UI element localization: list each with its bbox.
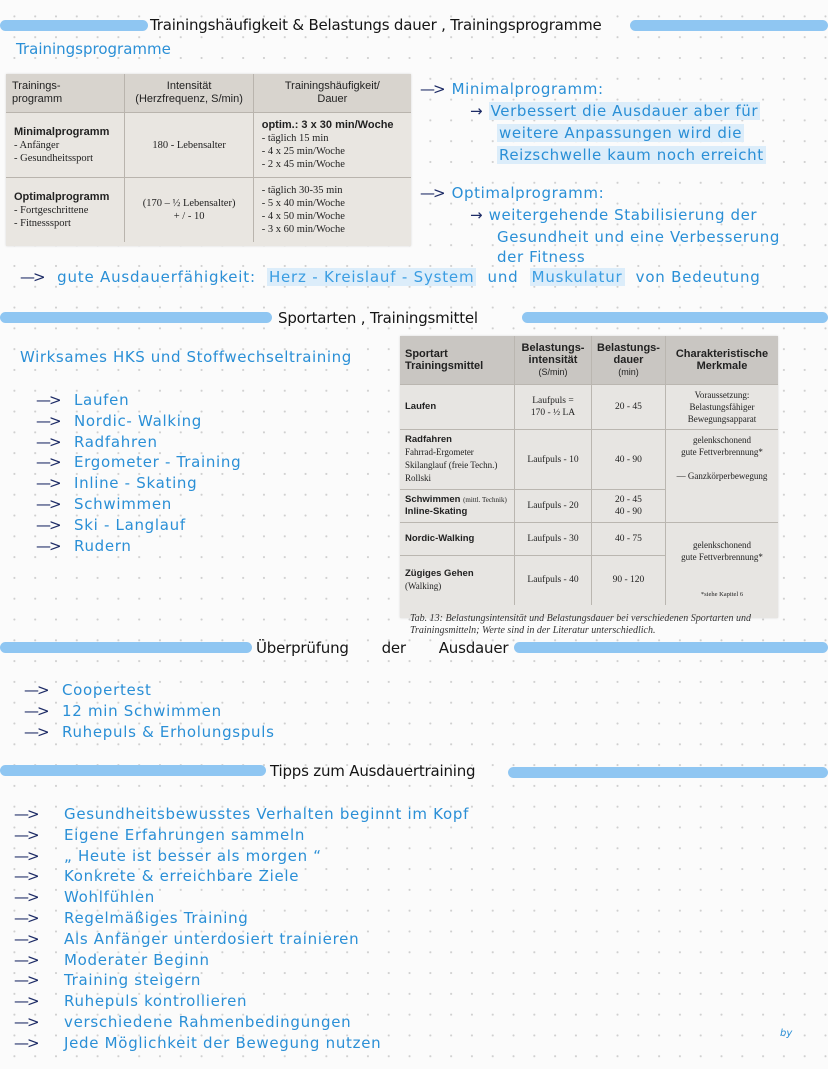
section-title-sports: Sportarten , Trainingsmittel [278,309,478,327]
arrow-icon: —> [14,929,38,948]
list-item: —> Ski - Langlauf [36,515,186,534]
list-item: —> Schwimmen [36,494,172,513]
arrow-icon: —> [14,805,38,823]
table-header-cell: Trainings- programm [6,74,125,113]
sports-list [36,390,241,556]
arrow-icon: → [470,206,481,224]
arrow-icon: —> [14,950,38,969]
arrow-icon: —> [14,971,38,990]
list-item: —> Ruhepuls & Erholungspuls [24,722,275,741]
table-row: Radfahren Fahrrad-Ergometer Skilanglauf (freie Techn.) Rollski Laufpuls - 10 40 - 90 gelenkschonend gute Fettverbrennung* — Ganzkörperbewegung [400,430,778,490]
header-bar-right [514,642,828,653]
table-header-cell: Belastungs- intensität (S/min) [515,336,592,385]
minimal-text-line: → Verbessert die Ausdauer aber für [470,102,759,120]
section-title-check: Überprüfung der Ausdauer [256,639,509,657]
subtitle-training-programs: Trainingsprogramme [16,40,171,58]
table-header-cell: Belastungs- dauer (min) [592,336,666,385]
dauer-line: - 5 x 40 min/Woche [261,198,345,209]
arrow-icon: → [470,102,481,120]
header-bar-right [508,767,828,778]
header-bar-left [0,642,252,653]
list-item: —> Ruhepuls kontrollieren [14,992,248,1011]
minimal-title: Minimalprogramm: [451,80,604,98]
list-item: —> Regelmäßiges Training [14,908,249,927]
arrow-icon: —> [24,701,48,720]
list-item: —> verschiedene Rahmenbedingungen [14,1012,352,1031]
table-row: Zügiges Gehen (Walking) Laufpuls - 40 90 - 120 [400,555,778,605]
list-item: —> Nordic- Walking [36,411,203,430]
table-header-cell: Intensität (Herzfrequenz, S/min) [125,74,253,113]
list-item: —> Training steigern [14,971,202,990]
optimal-text-line: der Fitness [497,248,586,266]
header-bar-left [0,312,272,323]
arrow-icon: —> [420,80,444,98]
table-header-cell: Sportart Trainingsmittel [400,336,515,385]
arrow-icon: —> [36,391,60,409]
dauer-line: - 4 x 50 min/Woche [261,211,345,222]
table-caption: Tab. 13: Belastungsintensität und Belastungsdauer bei verschiedenen Sportarten und Trainingsmitteln; Werte sind in der Literatur unterschiedlich. [410,613,751,636]
optimal-program-note [420,184,604,202]
check-list [24,680,275,742]
program-sub: - Fortgeschrittene [14,204,89,216]
tips-list [14,804,469,1054]
dauer-optimum: optim.: 3 x 30 min/Woche [261,119,394,131]
list-item: —> 12 min Schwimmen [24,701,222,720]
signature: by [780,1028,793,1039]
list-item: —> Jede Möglichkeit der Bewegung nutzen [14,1033,382,1052]
list-item: —> Konkrete & erreichbare Ziele [14,867,300,886]
arrow-icon: —> [36,411,60,430]
program-name: Optimalprogramm [14,190,110,203]
table-training-programs [6,74,411,246]
list-item: —> Laufen [36,391,130,409]
arrow-icon: —> [36,536,60,555]
list-item: —> „ Heute ist besser als morgen “ [14,846,322,865]
optimal-text-line: Gesundheit und eine Verbesserung [497,228,780,246]
header-bar-left [0,765,266,776]
list-item: —> Eigene Erfahrungen sammeln [14,825,306,844]
table-row: Schwimmen (mittl. Technik) Inline-Skating Laufpuls - 20 20 - 45 40 - 90 [400,490,778,523]
list-item: —> Coopertest [24,681,152,699]
table-header-cell: Charakteristische Merkmale [665,336,778,385]
table-header-cell: Trainingshäufigkeit/ Dauer [253,74,411,113]
table-row [6,113,411,178]
header-bar-right [630,20,828,31]
header-bar-left [0,20,148,31]
dauer-line: - 3 x 60 min/Woche [261,224,345,235]
header-bar-right [522,312,828,323]
arrow-icon: —> [36,432,60,451]
list-item: —> Wohlfühlen [14,888,156,907]
list-item: —> Gesundheitsbewusstes Verhalten beginnt im Kopf [14,805,470,823]
program-sub: - Fitnesssport [14,217,71,229]
arrow-icon: —> [36,494,60,513]
arrow-icon: —> [14,992,38,1011]
dauer-line: - 2 x 45 min/Woche [261,159,345,170]
dauer-line: - täglich 30-35 min [261,185,343,196]
table-row [6,178,411,243]
list-item: —> Ergometer - Training [36,453,242,472]
dauer-line: - 4 x 25 min/Woche [261,146,345,157]
arrow-icon: —> [14,1033,38,1052]
arrow-icon: —> [14,908,38,927]
arrow-icon: —> [24,722,48,741]
arrow-icon: —> [36,515,60,534]
endurance-statement: —> gute Ausdauerfähigkeit: Herz - Kreislauf - System und Muskulatur von Bedeutung [20,268,761,286]
program-name: Minimalprogramm [14,125,110,138]
list-item: —> Rudern [36,536,132,555]
section-title-training-frequency: Trainingshäufigkeit & Belastungs dauer , Trainingsprogramme [150,16,602,34]
table-row: Nordic-Walking Laufpuls - 30 40 - 75 gelenkschonend gute Fettverbrennung* *siehe Kapitel 6 [400,523,778,556]
table-row: Laufen Laufpuls = 170 - ½ LA 20 - 45 Voraussetzung: Belastungsfähiger Bewegungsapparat [400,385,778,430]
intensity-cell: (170 – ½ Lebensalter) + / - 10 [125,178,253,243]
minimal-text-line: weitere Anpassungen wird die [499,124,743,142]
intensity-cell: 180 - Lebensalter [125,113,253,178]
subtitle-hks-training: Wirksames HKS und Stoffwechseltraining [20,348,352,366]
arrow-icon: —> [36,453,60,472]
minimal-text-line: Reizschwelle kaum noch erreicht [499,146,764,164]
arrow-icon: —> [420,184,444,202]
list-item: —> Radfahren [36,432,158,451]
table-sports-intensity [400,336,778,636]
arrow-icon: —> [14,1012,38,1031]
list-item: —> Inline - Skating [36,474,198,493]
arrow-icon: —> [24,681,48,699]
dauer-line: - täglich 15 min [261,133,329,144]
list-item: —> Moderater Beginn [14,950,210,969]
program-sub: - Anfänger [14,139,60,151]
arrow-icon: —> [20,268,44,286]
arrow-icon: —> [14,867,38,886]
arrow-icon: —> [36,474,60,493]
arrow-icon: —> [14,888,38,907]
optimal-title: Optimalprogramm: [451,184,605,202]
arrow-icon: —> [14,825,38,844]
list-item: —> Als Anfänger unterdosiert trainieren [14,929,360,948]
arrow-icon: —> [14,846,38,865]
section-title-tips: Tipps zum Ausdauertraining [270,762,476,780]
minimal-program-note [420,80,604,98]
optimal-text-line: → weitergehende Stabilisierung der [470,206,758,224]
program-sub: - Gesundheitssport [14,152,94,164]
